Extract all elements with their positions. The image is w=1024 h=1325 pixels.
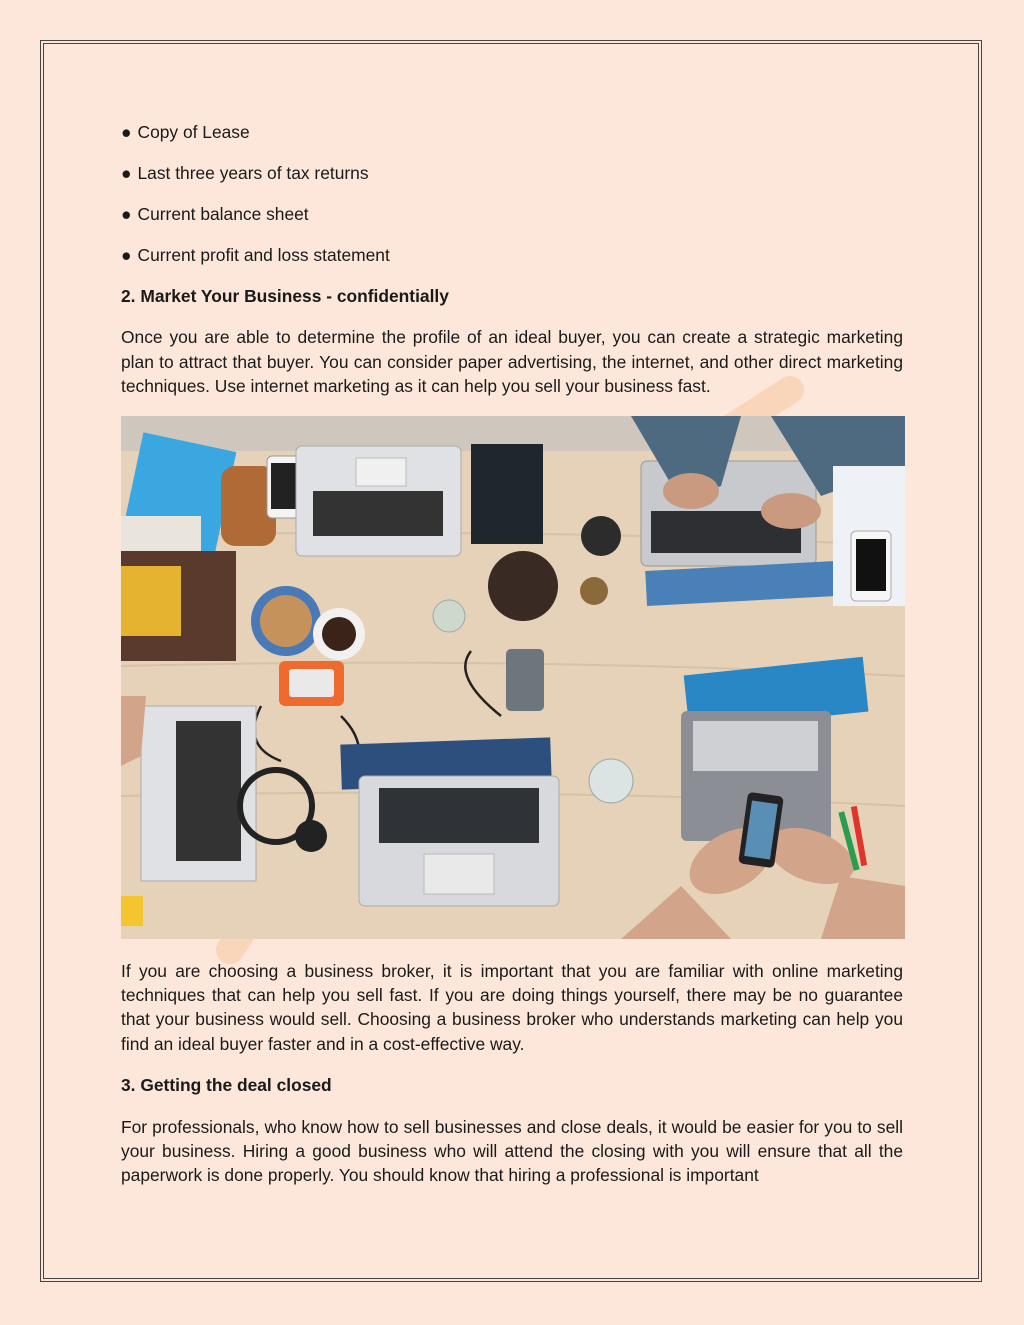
bullet-item: ● Last three years of tax returns xyxy=(121,163,369,183)
paragraph-market: Once you are able to determine the profile of an ideal buyer, you can create a strategic marketing plan to attract that buyer. You can consider paper advertising, the internet, and other direct marketing techniques. Use internet marketing as it can help you sell your business fast. xyxy=(121,327,903,397)
paragraph-closing: For professionals, who know how to sell businesses and close deals, it would be easier for you to sell your business. Hiring a good business who will attend the closing with you will ensure that all the paperwork is done properly. You should know that hiring a professional is important xyxy=(121,1116,903,1186)
paragraph-broker: If you are choosing a business broker, it is important that you are familiar with online marketing techniques that can help you sell fast. If you are doing things yourself, there may be no guarantee that your business would sell. Choosing a business broker who understands marketing can help you find an ideal buyer faster and in a cost-effective way. xyxy=(121,960,903,1054)
bullet-item: ● Current balance sheet xyxy=(121,204,309,224)
desk-laptops-photo xyxy=(121,416,905,939)
bullet-item: ● Copy of Lease xyxy=(121,122,250,142)
document-body xyxy=(121,120,903,1205)
section-heading-market: 2. Market Your Business - confidentially xyxy=(121,286,449,306)
bullet-item: ● Current profit and loss statement xyxy=(121,245,390,265)
section-heading-closing: 3. Getting the deal closed xyxy=(121,1075,332,1096)
